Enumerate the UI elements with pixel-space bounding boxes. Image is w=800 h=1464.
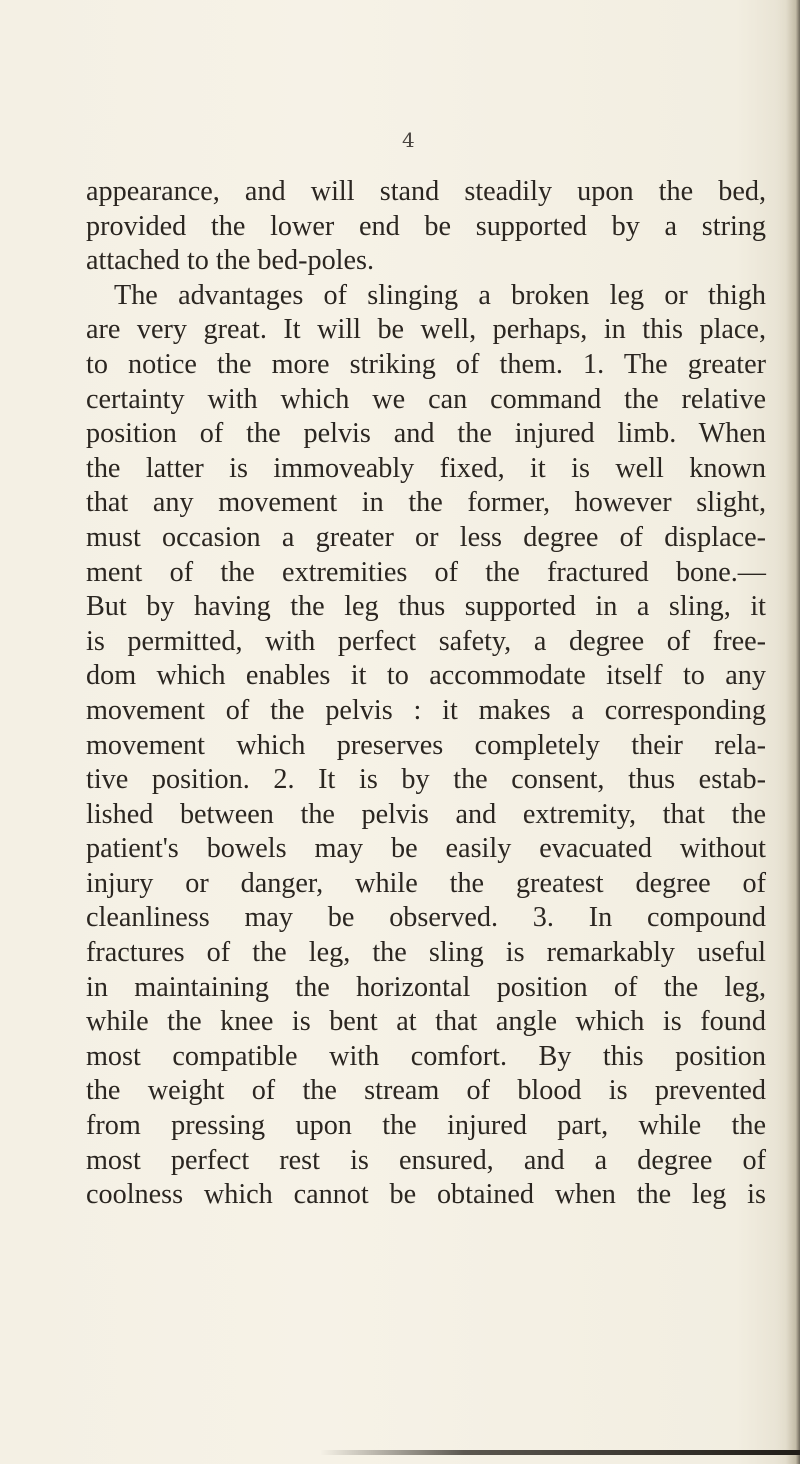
text-line: most compatible with comfort. By this position — [86, 1040, 766, 1072]
text-line: position of the pelvis and the injured limb. When — [86, 418, 766, 450]
text-line: in maintaining the horizontal position of the leg, — [86, 971, 766, 1003]
text-line: that any movement in the former, however slight, — [86, 487, 766, 519]
text-line: injury or danger, while the greatest degree of — [86, 867, 766, 899]
page-bottom-edge — [320, 1450, 800, 1455]
text-line: the weight of the stream of blood is prevented — [86, 1075, 766, 1107]
text-line: to notice the more striking of them. 1. The greater — [86, 348, 766, 380]
page-number: 4 — [402, 128, 415, 152]
text-line: cleanliness may be observed. 3. In compound — [86, 902, 766, 934]
text-line: appearance, and will stand steadily upon the bed, — [86, 176, 766, 207]
text-line: patient's bowels may be easily evacuated without — [86, 833, 766, 865]
text-line: fractures of the leg, the sling is remarkably useful — [86, 937, 766, 969]
text-line: movement of the pelvis : it makes a corresponding — [86, 694, 766, 726]
text-line: while the knee is bent at that angle which is found — [86, 1006, 766, 1038]
text-line: are very great. It will be well, perhaps, in this place, — [86, 314, 766, 346]
text-line: most perfect rest is ensured, and a degree of — [86, 1144, 766, 1176]
text-line: The advantages of slinging a broken leg or thigh — [114, 279, 766, 311]
text-line: coolness which cannot be obtained when the leg is — [86, 1179, 766, 1211]
text-line: attached to the bed-poles. — [86, 245, 375, 277]
text-line: tive position. 2. It is by the consent, thus estab- — [86, 764, 766, 796]
text-line: certainty with which we can command the relative — [86, 383, 766, 415]
text-line: the latter is immoveably fixed, it is well known — [86, 452, 766, 484]
text-line: is permitted, with perfect safety, a degree of free- — [86, 625, 766, 657]
text-line: lished between the pelvis and extremity, that the — [86, 798, 766, 830]
text-line: dom which enables it to accommodate itself to any — [86, 660, 766, 692]
body-text — [86, 175, 766, 1213]
text-line: movement which preserves completely their rela- — [86, 729, 766, 761]
text-line: from pressing upon the injured part, while the — [86, 1110, 766, 1142]
text-line: must occasion a greater or less degree of displace- — [86, 521, 766, 553]
text-line: provided the lower end be supported by a string — [86, 210, 766, 242]
text-line: But by having the leg thus supported in a sling, it — [86, 591, 766, 623]
page-edge-shadow — [786, 0, 800, 1464]
text-line: ment of the extremities of the fractured bone.— — [86, 556, 766, 588]
